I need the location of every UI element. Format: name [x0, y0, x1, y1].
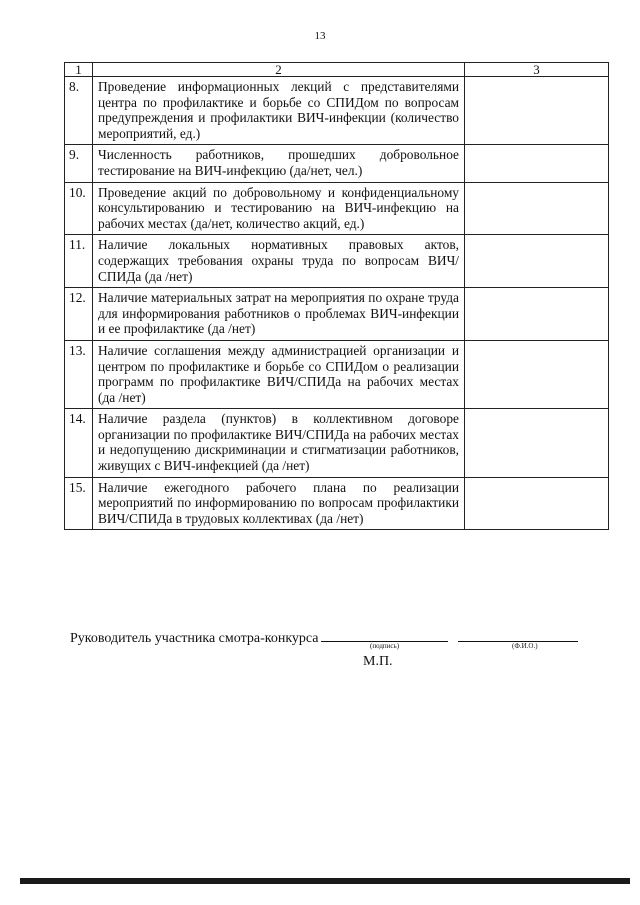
row-value-cell[interactable] — [465, 288, 609, 341]
row-value-cell[interactable] — [465, 340, 609, 408]
header-cell-1: 1 — [65, 63, 93, 77]
row-number: 13. — [65, 340, 93, 408]
row-value-cell[interactable] — [465, 477, 609, 530]
row-number: 12. — [65, 288, 93, 341]
signature-label: Руководитель участника смотра-конкурса — [70, 631, 319, 646]
name-caption: (Ф.И.О.) — [512, 642, 538, 650]
table-row — [65, 77, 609, 145]
row-value-cell[interactable] — [465, 77, 609, 145]
row-value-cell[interactable] — [465, 409, 609, 477]
table-row — [65, 340, 609, 408]
signature-field[interactable] — [321, 628, 448, 642]
row-description: Проведение акций по добровольному и конфиденциальному консультированию и тестированию на ВИЧ-инфекцию на рабочих местах (да/нет, количество акций, ед.) — [93, 182, 465, 235]
row-number: 8. — [65, 77, 93, 145]
row-number: 15. — [65, 477, 93, 530]
criteria-table — [64, 62, 609, 530]
signature-caption: (подпись) — [370, 642, 400, 650]
footer-bar — [20, 878, 630, 884]
table-row — [65, 182, 609, 235]
stamp-place-label: М.П. — [363, 654, 393, 669]
row-value-cell[interactable] — [465, 145, 609, 182]
page-number: 13 — [314, 30, 326, 42]
row-number: 14. — [65, 409, 93, 477]
row-description: Наличие локальных нормативных правовых актов, содержащих требования охраны труда по вопросам ВИЧ/СПИДа (да /нет) — [93, 235, 465, 288]
row-description: Наличие соглашения между администрацией организации и центром по профилактике и борьбе со СПИДом о реализации программ по профилактике ВИЧ/СПИДа на рабочих местах (да /нет) — [93, 340, 465, 408]
name-field[interactable] — [458, 628, 578, 642]
header-cell-2: 2 — [93, 63, 465, 77]
header-cell-3: 3 — [465, 63, 609, 77]
row-number: 9. — [65, 145, 93, 182]
table-row — [65, 409, 609, 477]
row-description: Наличие материальных затрат на мероприятия по охране труда для информирования работников о проблемах ВИЧ-инфекции и ее профилактике (да /нет) — [93, 288, 465, 341]
row-value-cell[interactable] — [465, 182, 609, 235]
row-number: 10. — [65, 182, 93, 235]
table-row — [65, 288, 609, 341]
row-number: 11. — [65, 235, 93, 288]
row-description: Наличие ежегодного рабочего плана по реализации мероприятий по информированию по вопросам профилактики ВИЧ/СПИДа в трудовых коллективах (да /нет) — [93, 477, 465, 530]
table-row — [65, 235, 609, 288]
row-description: Наличие раздела (пунктов) в коллективном договоре организации по профилактике ВИЧ/СПИДа на рабочих местах и недопущению дискриминации и стигматизации работников, живущих с ВИЧ-инфекцией (да /нет) — [93, 409, 465, 477]
table-row — [65, 477, 609, 530]
row-description: Численность работников, прошедших добровольное тестирование на ВИЧ-инфекцию (да/нет, чел.) — [93, 145, 465, 182]
row-description: Проведение информационных лекций с представителями центра по профилактике и борьбе со СПИДом по вопросам предупреждения и профилактики ВИЧ-инфекции (количество мероприятий, ед.) — [93, 77, 465, 145]
table-header-row — [65, 63, 609, 77]
row-value-cell[interactable] — [465, 235, 609, 288]
table-row — [65, 145, 609, 182]
